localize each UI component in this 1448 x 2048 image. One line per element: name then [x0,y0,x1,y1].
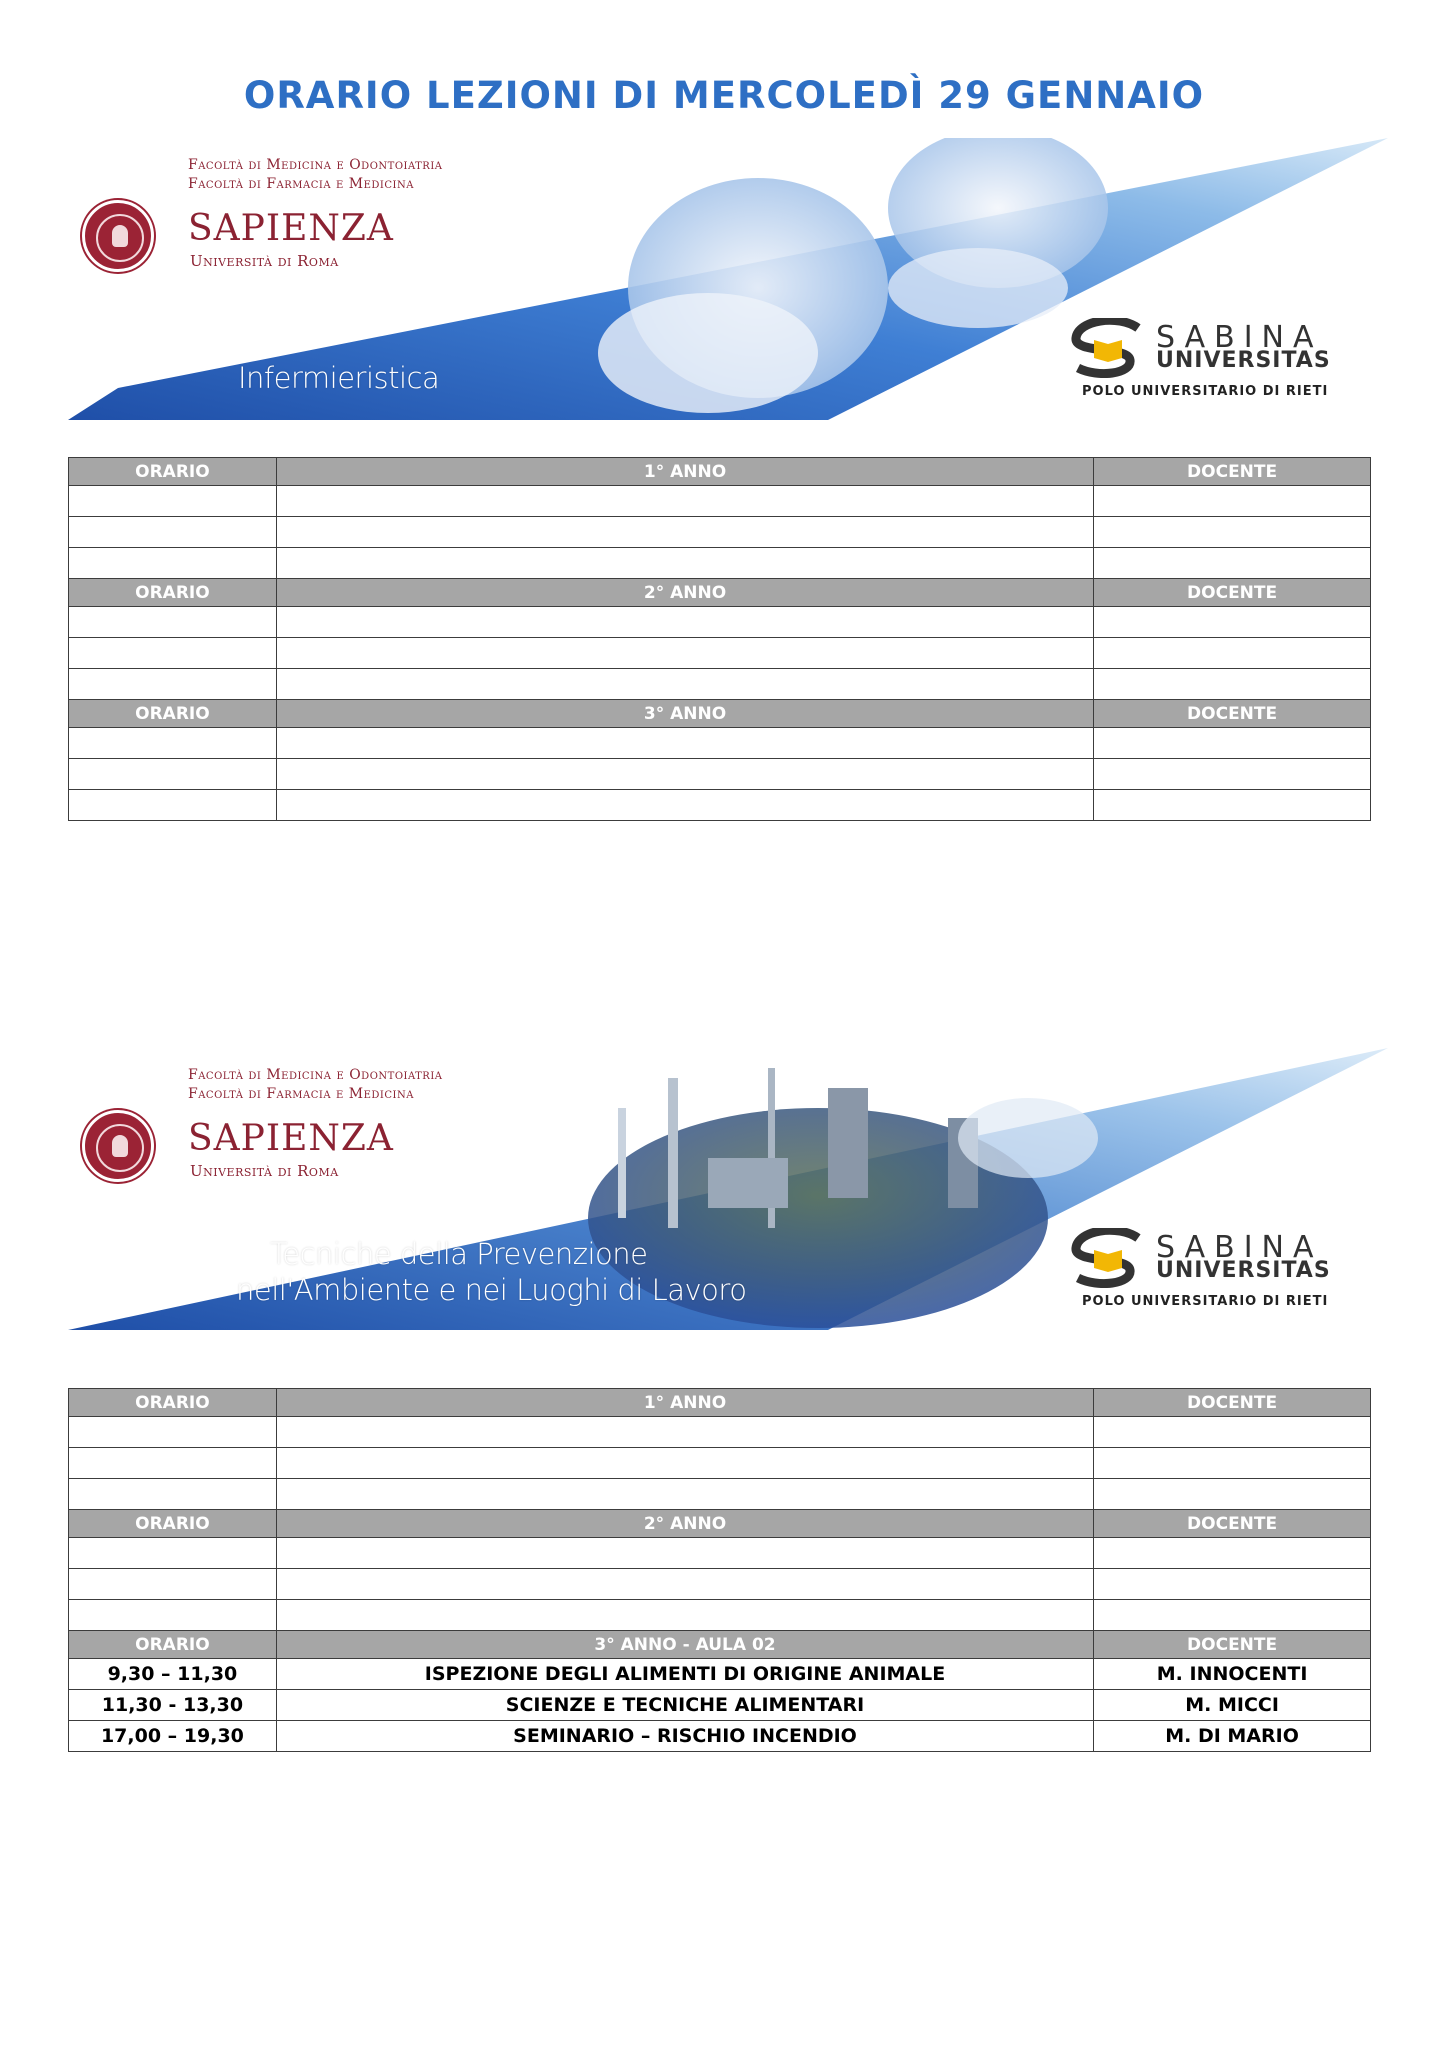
cell-lezione [276,728,1093,759]
sabina-polo: POLO UNIVERSITARIO DI RIETI [1082,384,1329,399]
cell-orario [69,1479,277,1510]
course-line-2: nell'Ambiente e nei Luoghi di Lavoro [236,1273,747,1307]
header-docente: DOCENTE [1094,1631,1371,1659]
course-name [236,1236,746,1308]
faculty-line-2: Facoltà di Farmacia e Medicina [188,1086,414,1102]
header-orario: ORARIO [69,1389,277,1417]
table-row [69,1417,1371,1448]
cell-docente [1094,607,1371,638]
cell-lezione [276,638,1093,669]
cell-orario [69,486,277,517]
table-row [69,1479,1371,1510]
header-anno: 1° ANNO [276,458,1093,486]
header-docente: DOCENTE [1094,700,1371,728]
sabina-universitas: UNIVERSITAS [1156,348,1331,373]
cell-lezione [276,1600,1093,1631]
cell-orario [69,638,277,669]
table-row [69,1659,1371,1690]
table-row [69,1600,1371,1631]
section-header [69,700,1371,728]
cell-docente [1094,638,1371,669]
page-title: ORARIO LEZIONI DI MERCOLEDÌ 29 GENNAIO [243,74,1205,117]
sabina-universitas-logo [1068,318,1368,408]
section-header [69,1631,1371,1659]
cell-docente [1094,1569,1371,1600]
faculty-names [188,1066,568,1104]
sabina-name: SABINA [1156,1230,1323,1265]
cell-docente [1094,1600,1371,1631]
faculty-line-1: Facoltà di Medicina e Odontoiatria [188,1067,443,1083]
faculty-line-2: Facoltà di Farmacia e Medicina [188,176,414,192]
section-header [69,1389,1371,1417]
table-row [69,669,1371,700]
header-docente: DOCENTE [1094,579,1371,607]
table-row [69,759,1371,790]
faculty-line-1: Facoltà di Medicina e Odontoiatria [188,157,443,173]
cell-orario [69,1600,277,1631]
sapienza-name: SAPIENZA [188,208,394,249]
header-anno: 1° ANNO [276,1389,1093,1417]
sapienza-seal-icon [82,1110,154,1182]
cell-orario [69,759,277,790]
cell-docente: M. MICCI [1094,1690,1371,1721]
cell-docente: M. DI MARIO [1094,1721,1371,1752]
cell-lezione [276,1448,1093,1479]
sapienza-name: SAPIENZA [188,1118,394,1159]
table-row [69,1538,1371,1569]
sabina-book-icon [1068,1228,1148,1288]
cell-docente [1094,759,1371,790]
cell-docente [1094,1448,1371,1479]
cell-orario [69,548,277,579]
cell-lezione [276,548,1093,579]
table-row [69,548,1371,579]
cell-orario [69,517,277,548]
cell-orario [69,728,277,759]
header-orario: ORARIO [69,579,277,607]
sapienza-subtitle: Università di Roma [190,252,339,270]
table-row [69,1690,1371,1721]
sabina-universitas-logo [1068,1228,1368,1318]
header-anno: 3° ANNO - AULA 02 [276,1631,1093,1659]
header-orario: ORARIO [69,700,277,728]
cell-orario [69,607,277,638]
header-anno: 2° ANNO [276,1510,1093,1538]
section-header [69,458,1371,486]
banner-infermieristica [68,138,1388,420]
sabina-name: SABINA [1156,320,1323,355]
header-orario: ORARIO [69,458,277,486]
cell-lezione [276,1569,1093,1600]
sabina-book-icon [1068,318,1148,378]
sapienza-subtitle: Università di Roma [190,1162,339,1180]
table-row [69,607,1371,638]
cell-docente [1094,486,1371,517]
cell-docente [1094,1479,1371,1510]
cell-lezione [276,759,1093,790]
cell-lezione [276,1538,1093,1569]
cell-docente [1094,790,1371,821]
section-header [69,579,1371,607]
cell-lezione [276,790,1093,821]
cell-docente: M. INNOCENTI [1094,1659,1371,1690]
cell-orario [69,1448,277,1479]
cell-orario: 11,30 - 13,30 [69,1690,277,1721]
cell-lezione: ISPEZIONE DEGLI ALIMENTI DI ORIGINE ANIMALE [276,1659,1093,1690]
table-row [69,1448,1371,1479]
cell-lezione [276,486,1093,517]
cell-orario [69,669,277,700]
cell-lezione [276,669,1093,700]
table-row [69,1721,1371,1752]
table-row [69,638,1371,669]
table-row [69,486,1371,517]
cell-lezione: SCIENZE E TECNICHE ALIMENTARI [276,1690,1093,1721]
sabina-universitas: UNIVERSITAS [1156,1258,1331,1283]
sapienza-seal-icon [82,200,154,272]
cell-docente [1094,517,1371,548]
table-row [69,1569,1371,1600]
cell-lezione: SEMINARIO – RISCHIO INCENDIO [276,1721,1093,1752]
header-anno: 2° ANNO [276,579,1093,607]
header-docente: DOCENTE [1094,1510,1371,1538]
cell-lezione [276,1417,1093,1448]
cell-orario [69,1538,277,1569]
course-line-1: Infermieristica [238,361,440,395]
cell-orario [69,790,277,821]
table-row [69,790,1371,821]
header-docente: DOCENTE [1094,1389,1371,1417]
banner-tecniche-prevenzione [68,1048,1388,1330]
sabina-polo: POLO UNIVERSITARIO DI RIETI [1082,1294,1329,1309]
header-orario: ORARIO [69,1631,277,1659]
course-line-1: Tecniche della Prevenzione [270,1237,648,1271]
schedule-table-tecniche-prevenzione [68,1388,1371,1752]
faculty-names [188,156,568,194]
cell-docente [1094,669,1371,700]
cell-lezione [276,1479,1093,1510]
cell-lezione [276,517,1093,548]
cell-docente [1094,728,1371,759]
cell-docente [1094,548,1371,579]
cell-orario: 9,30 – 11,30 [69,1659,277,1690]
table-row [69,517,1371,548]
course-name [238,360,439,396]
table-row [69,728,1371,759]
cell-orario [69,1417,277,1448]
section-header [69,1510,1371,1538]
header-anno: 3° ANNO [276,700,1093,728]
cell-docente [1094,1417,1371,1448]
cell-docente [1094,1538,1371,1569]
cell-lezione [276,607,1093,638]
header-docente: DOCENTE [1094,458,1371,486]
schedule-table-infermieristica [68,457,1371,821]
cell-orario [69,1569,277,1600]
cell-orario: 17,00 – 19,30 [69,1721,277,1752]
header-orario: ORARIO [69,1510,277,1538]
